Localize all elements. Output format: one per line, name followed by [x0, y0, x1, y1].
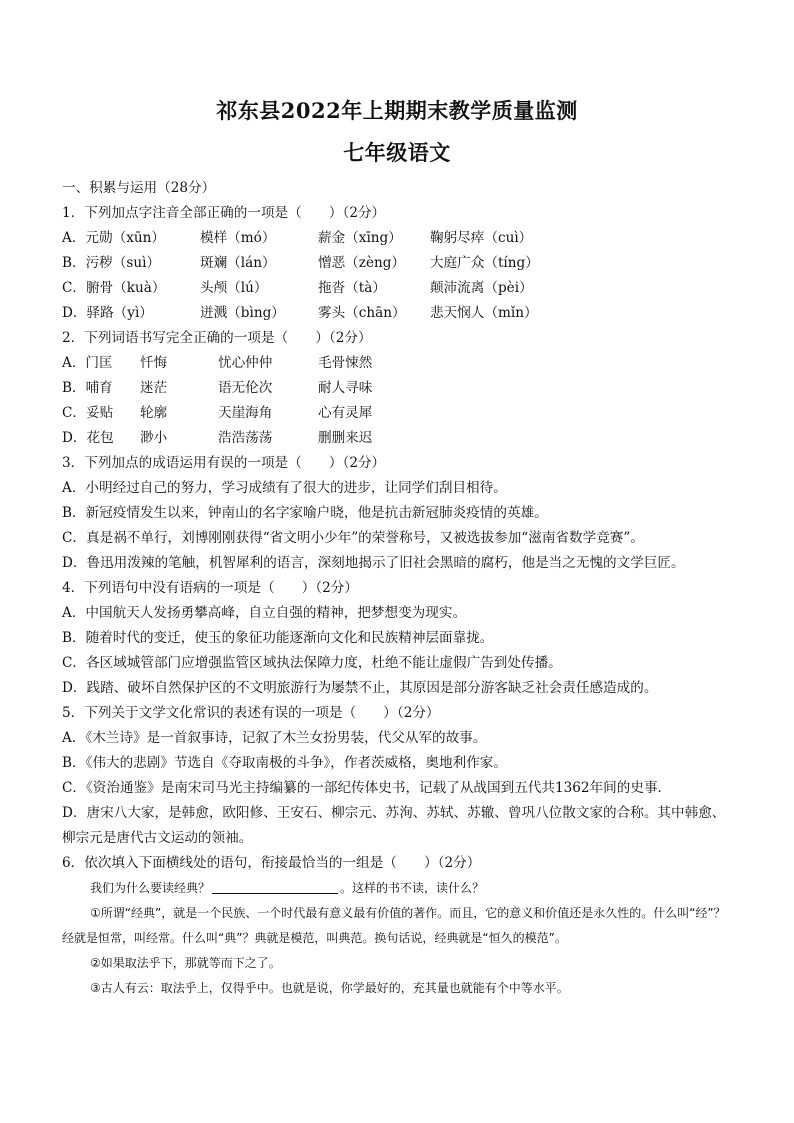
question-5-stem: 5．下列关于文学文化常识的表述有误的一项是（ ）（2分）: [62, 705, 440, 721]
option-item: 颠沛流离（pèi）: [430, 280, 533, 296]
question-3-option-d: D．鲁迅用泼辣的笔触，机智犀利的语言，深刻地揭示了旧社会黑暗的腐朽，他是当之无愧的文学巨匠。: [62, 555, 685, 571]
question-4-option-b: B．随着时代的变迁，使玉的象征功能逐渐向文化和民族精神层面靠拢。: [62, 630, 494, 646]
section-heading: 一、积累与运用（28分）: [62, 180, 216, 196]
question-2-option-d: [62, 426, 732, 451]
option-item: A．门匡: [62, 355, 113, 371]
option-item: 大庭广众（tíng）: [430, 255, 539, 271]
question-5-option-d: D．唐宋八大家，是韩愈，欧阳修、王安石、柳宗元、苏洵、苏轼、苏辙、曾巩八位散文家的合称。其中韩愈、柳宗元是唐代古文运动的领袖。: [62, 805, 726, 846]
question-1-option-d: [62, 301, 732, 326]
question-1-option-c: [62, 276, 732, 301]
exam-subtitle: 七年级语文: [343, 140, 451, 165]
option-item: 浩浩荡荡: [218, 430, 273, 446]
option-item: 头颅（lú）: [200, 280, 268, 296]
question-5-option-a: A．《木兰诗》是一首叙事诗，记叙了木兰女扮男装，代父从军的故事。: [62, 730, 487, 746]
option-item: 心有灵犀: [318, 405, 373, 421]
passage-lead-after: 。这样的书不读，读什么？: [340, 881, 485, 895]
option-item: 删删来迟: [318, 430, 373, 446]
question-3-option-c: C．真是祸不单行，刘博刚刚获得“省文明小少年”的荣誉称号，又被选拔参加“滋南省数学竞赛”。: [62, 530, 644, 546]
option-item: D．花包: [62, 430, 114, 446]
option-item: 渺小: [140, 430, 168, 446]
question-4-option-c: C．各区域城管部门应增强监管区域执法保障力度，杜绝不能让虚假广告到处传播。: [62, 655, 562, 671]
option-item: B．哺育: [62, 380, 113, 396]
option-item: D．驿路（yì）: [62, 305, 153, 321]
option-item: 模样（mó）: [200, 230, 276, 246]
option-item: 天崖海角: [218, 405, 273, 421]
option-item: 憎恶（zèng）: [318, 255, 406, 271]
question-6-stem: 6．依次填入下面横线处的语句，衔接最恰当的一组是（ ）（2分）: [62, 855, 481, 871]
exam-title: 祁东县2022年上期期末教学质量监测: [216, 98, 578, 123]
option-item: 雾头（chān）: [318, 305, 406, 321]
option-item: 拖沓（tà）: [318, 280, 386, 296]
option-item: 语无伦次: [218, 380, 273, 396]
question-5-option-b: B．《伟大的悲剧》节选自《夺取南极的斗争》，作者茨威格，奥地利作家。: [62, 755, 507, 771]
question-4-stem: 4．下列语句中没有语病的一项是（ ）（2分）: [62, 580, 358, 596]
passage-lead-before: 我们为什么要读经典？: [90, 881, 211, 895]
exam-body: [62, 176, 732, 1001]
passage-sentence-1: ①所谓“经典”，就是一个民族、一个时代最有意义最有价值的著作。而且，它的意义和价值还是永久性的。什么叫“经”？经就是恒常，叫经常。什么叫“典”？典就是模范，叫典范。换句话说，经典就是“恒久的模范”。: [62, 906, 726, 945]
option-item: 鞠躬尽瘁（cuì）: [430, 230, 533, 246]
question-2-option-b: [62, 376, 732, 401]
question-1-option-a: [62, 226, 732, 251]
question-4-option-d: D．践踏、破坏自然保护区的不文明旅游行为屡禁不止，其原因是部分游客缺乏社会责任感造成的。: [62, 680, 658, 696]
question-2-option-a: [62, 351, 732, 376]
option-item: A．元勋（xūn）: [62, 230, 165, 246]
option-item: 耐人寻味: [318, 380, 373, 396]
fill-blank: [212, 879, 338, 894]
option-item: 悲天悯人（mǐn）: [430, 305, 538, 321]
passage-sentence-3: ③古人有云：取法乎上，仅得乎中。也就是说，你学最好的，充其量也就能有个中等水平。: [90, 981, 569, 995]
option-item: 迷茫: [140, 380, 168, 396]
question-6-passage: [62, 876, 732, 1001]
option-item: 忏悔: [140, 355, 168, 371]
option-item: B．污秽（suì）: [62, 255, 161, 271]
question-1-option-b: [62, 251, 732, 276]
question-3-stem: 3．下列加点的成语运用有误的一项是（ ）（2分）: [62, 455, 386, 471]
option-item: 轮廓: [140, 405, 168, 421]
option-item: 迸溅（bìng）: [200, 305, 285, 321]
question-2-option-c: [62, 401, 732, 426]
question-1-stem: 1．下列加点字注音全部正确的一项是（ ）（2分）: [62, 205, 386, 221]
option-item: C．腑骨（kuà）: [62, 280, 166, 296]
question-3-option-a: A．小明经过自己的努力，学习成绩有了很大的进步，让同学们刮目相待。: [62, 480, 507, 496]
passage-lead-line: [62, 876, 732, 901]
option-item: C．妥贴: [62, 405, 114, 421]
question-5-option-c: C．《资治通鉴》是南宋司马光主持编纂的一部纪传体史书，记载了从战国到五代共1362年间的史事．: [62, 780, 672, 796]
option-item: 斑斓（lán）: [200, 255, 276, 271]
option-item: 毛骨悚然: [318, 355, 373, 371]
passage-sentence-2: ②如果取法乎下，那就等而下之了。: [90, 956, 281, 970]
question-3-option-b: B．新冠疫情发生以来，钟南山的名字家喻户晓，他是抗击新冠肺炎疫情的英雄。: [62, 505, 548, 521]
question-2-stem: 2．下列词语书写完全正确的一项是（ ）（2分）: [62, 330, 372, 346]
option-item: 忧心仲仲: [218, 355, 273, 371]
option-item: 薪金（xīng）: [318, 230, 402, 246]
question-4-option-a: A．中国航天人发扬勇攀高峰，自立自强的精神，把梦想变为现实。: [62, 605, 467, 621]
